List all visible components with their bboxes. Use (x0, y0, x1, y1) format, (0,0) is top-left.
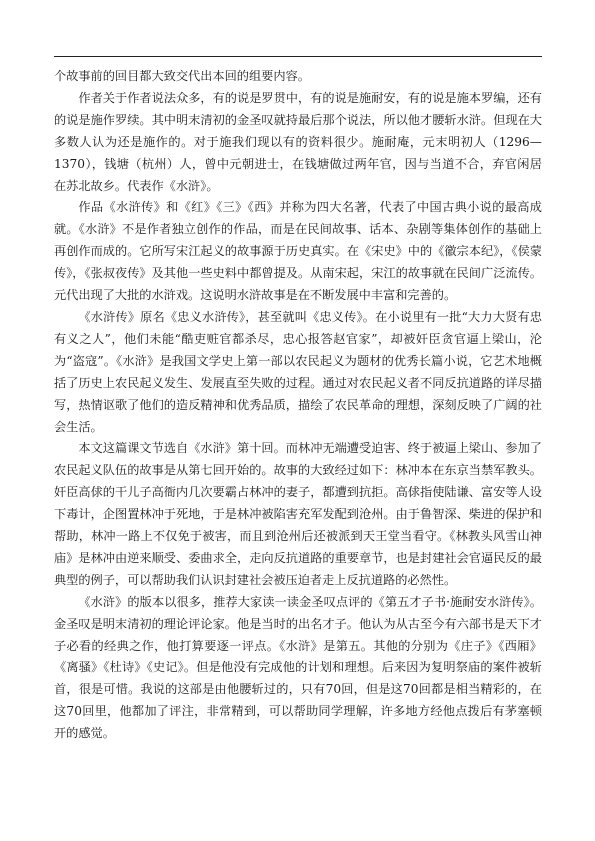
paragraph: 作者关于作者说法众多，有的说是罗贯中，有的说是施耐安，有的说是施本罗编，还有的说是施作罗续。其中明末清初的金圣叹就持最后那个说法，所以他才腰斩水浒。但现在大多数人认为还是施作的。对于施我们现以有的资料很少。施耐庵，元末明初人（1296—1370），钱塘（杭州）人，曾中元朝进士，在钱塘做过两年官，因与当道不合，弃官闲居在苏北故乡。代表作《水浒》。 (54, 90, 542, 193)
paragraph: 作品《水浒传》和《红》《三》《西》并称为四大名著，代表了中国古典小说的最高成就。《水浒》不是作者独立创作的作品，而是在民间故事、话本、杂剧等集体创作的基础上再创作而成的。它所写宋江起义的故事源于历史真实。在《宋史》中的《徽宗本纪》，《侯蒙传》，《张叔夜传》及其他一些史料中都曾提及。从南宋起，宋江的故事就在民间广泛流传。元代出现了大批的水浒戏。这说明水浒故事是在不断发展中丰富和完善的。 (54, 200, 542, 303)
header-rule (54, 56, 542, 57)
paragraph: 《水浒传》原名《忠义水浒传》，甚至就叫《忠义传》。在小说里有一批“大力大贤有忠有义之人”，他们未能“酷吏赃官都杀尽，忠心报答赵官家”，却被奸臣贪官逼上梁山，沦为“盗寇”。《水浒》是我国文学史上第一部以农民起义为题材的优秀长篇小说，它艺术地概括了历史上农民起义发生、发展直至失败的过程。通过对农民起义者不同反抗道路的详尽描写，热情讴歌了他们的造反精神和优秀品质，描绘了农民革命的理想，深刻反映了广阔的社会生活。 (54, 309, 542, 434)
body-text (54, 66, 542, 745)
paragraph: 《水浒》的版本以很多，推荐大家读一读金圣叹点评的《第五才子书·施耐安水浒传》。金圣叹是明末清初的理论评论家。他是当时的出名才子。他认为从古至今有六部书是天下才子必看的经典之作，他打算要逐一评点。《水浒》是第五。其他的分别为《庄子》《西厢》《离骚》《杜诗》《史记》。但是他没有完成他的计划和理想。后来因为复明祭庙的案件被斩首，很是可惜。我说的这部是由他腰斩过的，只有70回，但是这70回都是相当精彩的，在这70回里，他都加了评注，非常精到，可以帮助同学理解，许多地方经他点拨后有茅塞顿开的感觉。 (54, 594, 542, 741)
paragraph: 个故事前的回目都大致交代出本回的组要内容。 (54, 69, 310, 83)
paragraph: 本文这篇课文节选自《水浒》第十回。而林冲无端遭受迫害、终于被逼上梁山、参加了农民起义队伍的故事是从第七回开始的。故事的大致经过如下：林冲本在东京当禁军教头。奸臣高俅的干儿子高衙内几次要霸占林冲的妻子，都遭到抗拒。高俅指使陆谦、富安等人设下毒计，企图置林冲于死地，于是林冲被陷害充军发配到沧州。由于鲁智深、柴进的保护和帮助，林冲一路上不仅免于被害，而且到沧州后还被派到天王堂当看守。《林教头风雪山神庙》是林冲由逆来顺受、委曲求全，走向反抗道路的重要章节，也是封建社会官逼民反的最典型的例子，可以帮助我们认识封建社会被压迫者走上反抗道路的必然性。 (54, 441, 542, 587)
